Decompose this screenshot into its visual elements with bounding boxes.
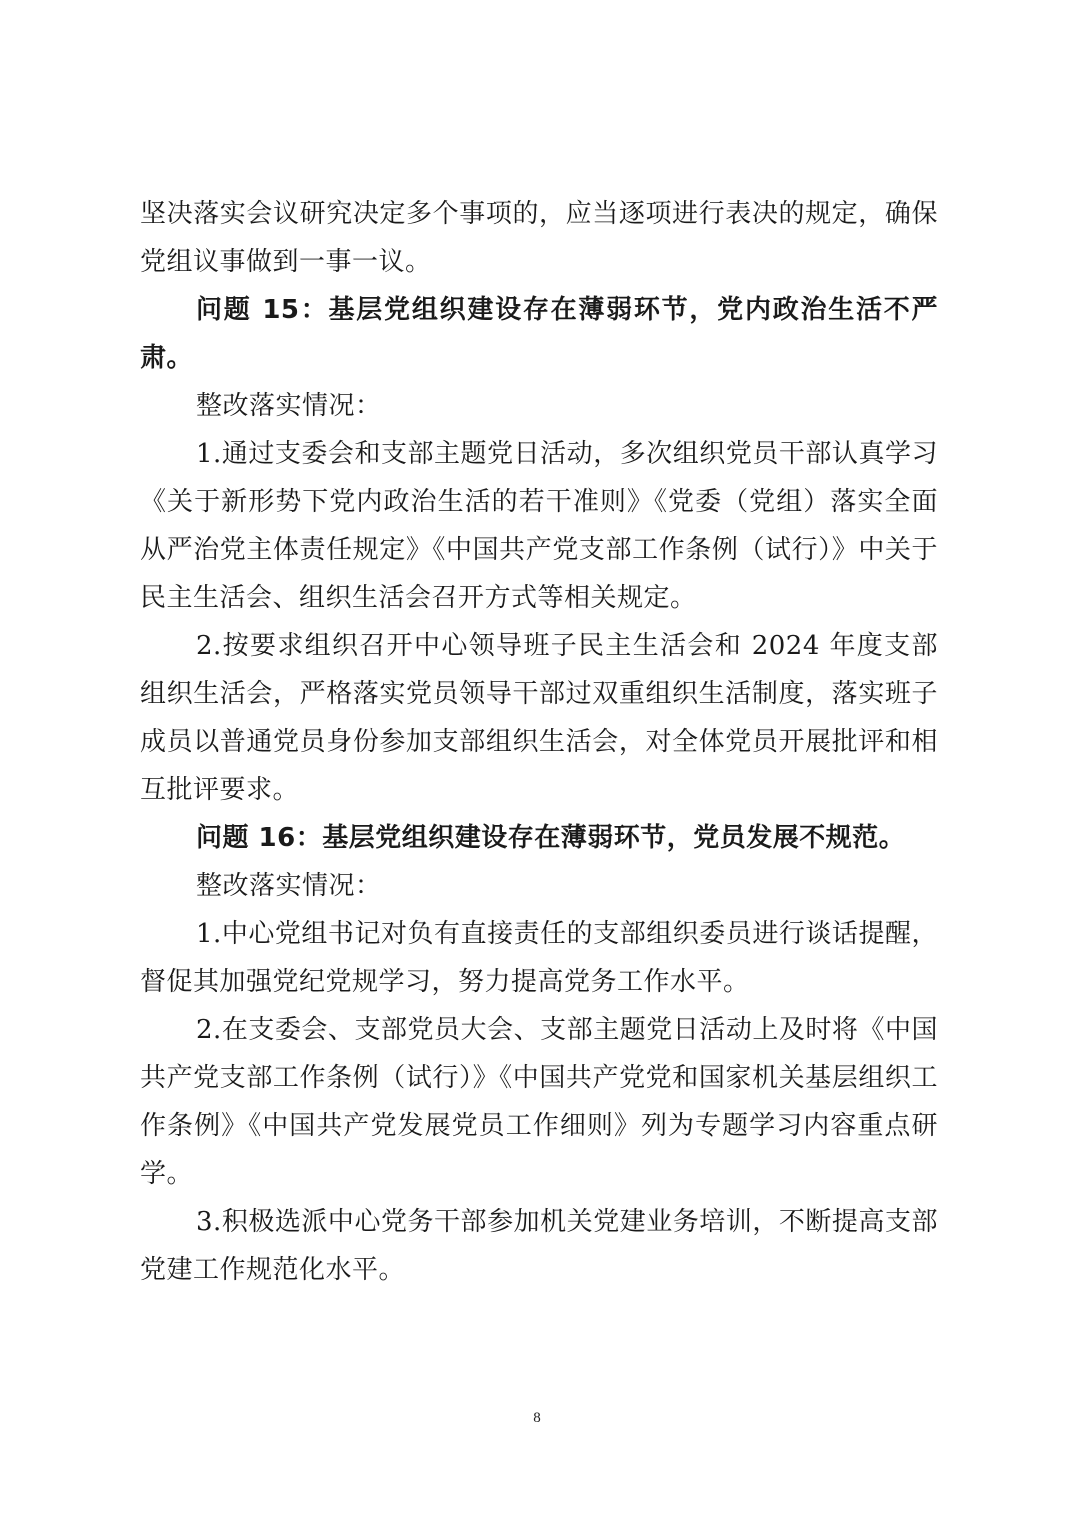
- body-paragraph: 坚决落实会议研究决定多个事项的，应当逐项进行表决的规定，确保党组议事做到一事一议。: [140, 199, 938, 277]
- page-number: 8: [533, 1410, 541, 1426]
- body-paragraph: 3.积极选派中心党务干部参加机关党建业务培训，不断提高支部党建工作规范化水平。: [140, 1207, 938, 1285]
- document-body: [140, 190, 938, 1294]
- section-subtitle: 整改落实情况：: [196, 871, 382, 901]
- section-heading-16: 问题 16：基层党组织建设存在薄弱环节，党员发展不规范。: [196, 823, 906, 853]
- section-heading-15: 问题 15：基层党组织建设存在薄弱环节，党内政治生活不严肃。: [140, 295, 938, 373]
- body-paragraph: 2.按要求组织召开中心领导班子民主生活会和 2024 年度支部组织生活会，严格落实党员领导干部过双重组织生活制度，落实班子成员以普通党员身份参加支部组织生活会，对全体党员开展批评和相互批评要求。: [140, 631, 938, 805]
- body-paragraph: 1.中心党组书记对负有直接责任的支部组织委员进行谈话提醒，督促其加强党纪党规学习，努力提高党务工作水平。: [140, 919, 938, 997]
- section-subtitle: 整改落实情况：: [196, 391, 382, 421]
- body-paragraph: 2.在支委会、支部党员大会、支部主题党日活动上及时将《中国共产党支部工作条例（试行）》《中国共产党党和国家机关基层组织工作条例》《中国共产党发展党员工作细则》列为专题学习内容重点研学。: [140, 1015, 938, 1189]
- body-paragraph: 1.通过支委会和支部主题党日活动，多次组织党员干部认真学习《关于新形势下党内政治生活的若干准则》《党委（党组）落实全面从严治党主体责任规定》《中国共产党支部工作条例（试行）》中关于民主生活会、组织生活会召开方式等相关规定。: [140, 439, 938, 613]
